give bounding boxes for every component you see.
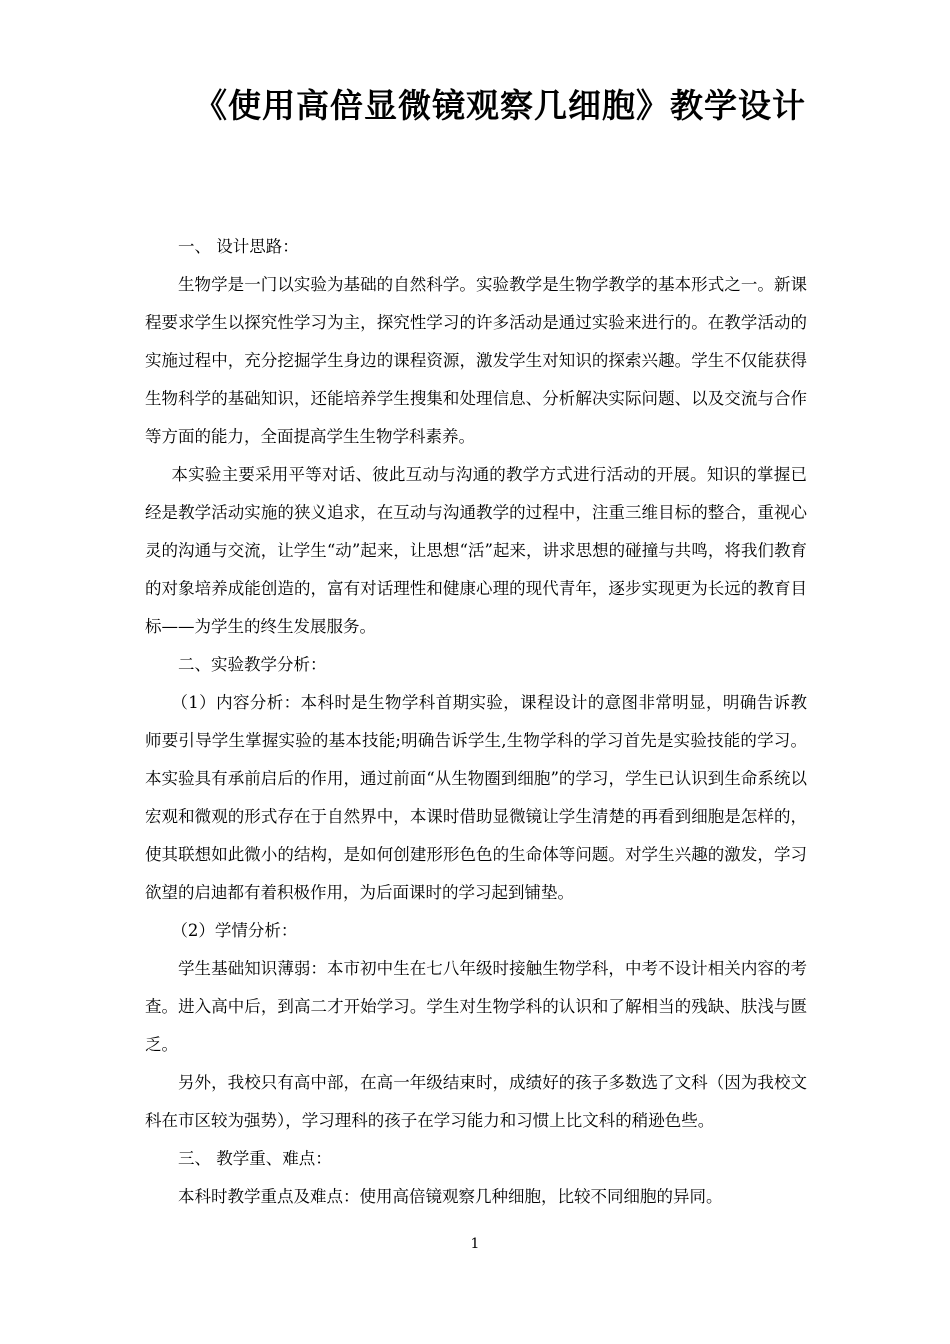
section-2-paragraph-content-analysis: （1）内容分析：本科时是生物学科首期实验，课程设计的意图非常明显，明确告诉教师要引导学生掌握实验的基本技能;明确告诉学生,生物学科的学习首先是实验技能的学习。本实验具有承前启后的作用，通过前面“从生物圈到细胞”的学习，学生已认识到生命系统以宏观和微观的形式存在于自然界中，本课时借助显微镜让学生清楚的再看到细胞是怎样的，使其联想如此微小的结构，是如何创建形形色色的生命体等问题。对学生兴趣的激发，学习欲望的启迪都有着积极作用，为后面课时的学习起到铺垫。 (145, 693, 807, 902)
section-1-heading: 一、 设计思路： (178, 237, 299, 256)
section-2-paragraph-learner-2: 另外，我校只有高中部，在高一年级结束时，成绩好的孩子多数选了文科（因为我校文科在市区较为强势），学习理科的孩子在学习能力和习惯上比文科的稍逊色些。 (145, 1073, 807, 1130)
section-3-heading: 三、 教学重、难点： (178, 1149, 332, 1168)
section-2-heading: 二、实验教学分析： (178, 655, 327, 674)
section-2-subheading-learner-analysis: （2）学情分析： (171, 921, 298, 940)
document-title: 《使用高倍显微镜观察几细胞》教学设计 (194, 86, 806, 125)
page-number: 1 (470, 1236, 480, 1252)
document-body (145, 228, 807, 1216)
section-3-paragraph-1: 本科时教学重点及难点：使用高倍镜观察几种细胞，比较不同细胞的异同。 (178, 1187, 723, 1206)
section-2-paragraph-learner-1: 学生基础知识薄弱：本市初中生在七八年级时接触生物学科，中考不设计相关内容的考查。进入高中后，到高二才开始学习。学生对生物学科的认识和了解相当的残缺、肤浅与匮乏。 (145, 959, 807, 1054)
section-1-paragraph-1: 生物学是一门以实验为基础的自然科学。实验教学是生物学教学的基本形式之一。新课程要求学生以探究性学习为主，探究性学习的许多活动是通过实验来进行的。在教学活动的实施过程中，充分挖掘学生身边的课程资源，激发学生对知识的探索兴趣。学生不仅能获得生物科学的基础知识，还能培养学生搜集和处理信息、分析解决实际问题、以及交流与合作等方面的能力，全面提高学生生物学科素养。 (145, 275, 807, 446)
section-1-paragraph-2: 本实验主要采用平等对话、彼此互动与沟通的教学方式进行活动的开展。知识的掌握已经是教学活动实施的狭义追求，在互动与沟通教学的过程中，注重三维目标的整合，重视心灵的沟通与交流，让学生“动”起来，让思想“活”起来，讲求思想的碰撞与共鸣，将我们教育的对象培养成能创造的，富有对话理性和健康心理的现代青年，逐步实现更为长远的教育目标——为学生的终生发展服务。 (145, 465, 807, 636)
